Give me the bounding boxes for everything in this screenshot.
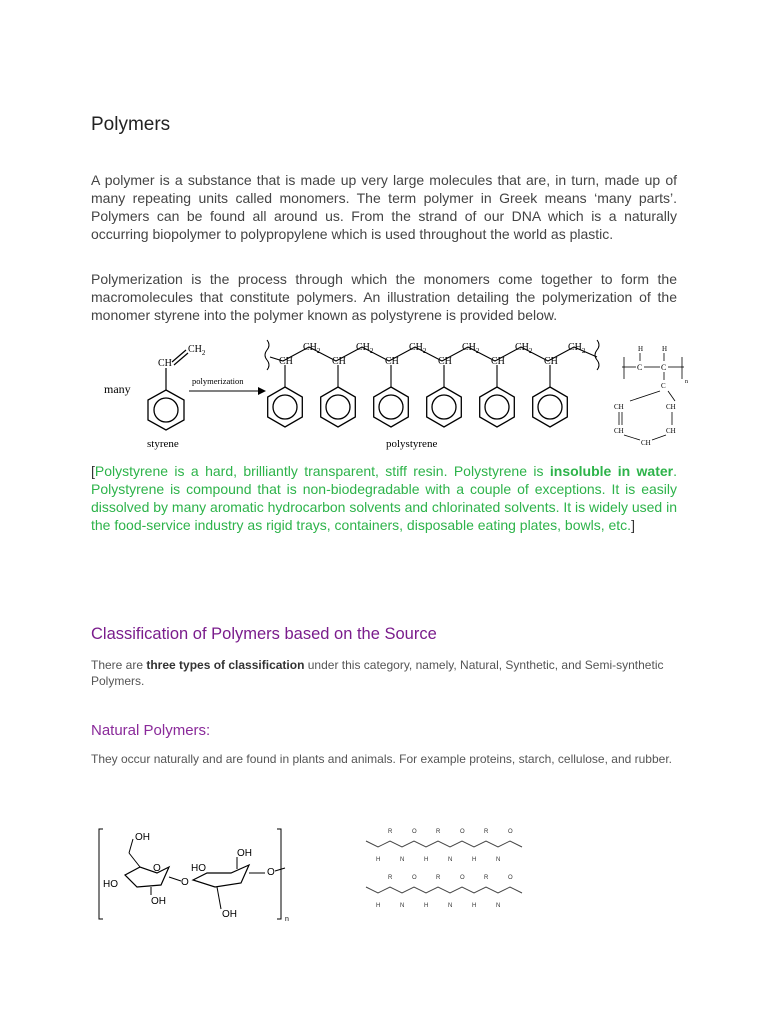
atom-label: H [424, 857, 429, 863]
classification-text: There are three types of classification under this category, namely, Natural, Synthetic, and Semi-synthetic Polymers. [91, 658, 664, 688]
svg-text:CH: CH [614, 427, 624, 435]
intro-paragraph: A polymer is a substance that is made up very large molecules that are, in turn, made up of many repeating units called monomers. The term polymer in Greek means ‘many parts’. Polymers can be found all around us. From the strand of our DNA which is a naturally occurring biopolymer to polypropylene which is used throughout the world as plastic. [91, 172, 677, 242]
svg-text:H: H [638, 345, 644, 353]
atom-label: R [484, 875, 489, 881]
atom-label: H [472, 857, 477, 863]
svg-text:n: n [285, 916, 289, 923]
svg-text:HO: HO [103, 879, 118, 890]
svg-text:CH: CH [666, 427, 676, 435]
svg-text:HO: HO [191, 863, 206, 874]
polymerization-diagram [100, 335, 700, 455]
repeat-unit [614, 345, 688, 447]
atom-label: R [436, 875, 441, 881]
svg-text:OH: OH [222, 909, 237, 920]
atom-label: N [400, 903, 405, 909]
page-title: Polymers [91, 114, 171, 135]
svg-text:CH: CH [614, 403, 624, 411]
atom-label: N [496, 903, 501, 909]
svg-text:O: O [267, 867, 275, 878]
peptide-backbone [366, 887, 522, 893]
svg-text:C: C [661, 363, 667, 372]
atom-label: N [496, 857, 501, 863]
atom-label: O [460, 875, 465, 881]
svg-text:O: O [153, 863, 161, 874]
ch2-label: $CH_2$ [568, 342, 586, 355]
cellulose-structure [95, 825, 295, 925]
polystyrene-chain [265, 340, 599, 427]
ch2-label: $CH_2$ [356, 342, 374, 355]
ch-label: CH [332, 356, 346, 367]
atom-label: O [508, 829, 513, 835]
natural-polymers-text: They occur naturally and are found in plants and animals. For example proteins, starch, cellulose, and rubber. [91, 752, 672, 766]
svg-text:OH: OH [237, 848, 252, 859]
atom-label: N [448, 903, 453, 909]
protein-structure [358, 817, 538, 912]
atom-label: O [508, 875, 513, 881]
ch2-label: $CH_2$ [462, 342, 480, 355]
atom-label: H [472, 903, 477, 909]
svg-text:CH: CH [666, 403, 676, 411]
many-label: many [104, 382, 131, 396]
polystyrene-label: polystyrene [386, 438, 438, 450]
polymerization-arrow-label: polymerization [192, 376, 244, 386]
ch2-label: $CH_2$ [303, 342, 321, 355]
styrene-molecule [148, 344, 206, 430]
atom-label: H [424, 903, 429, 909]
ch2-label: $CH_2$ [515, 342, 533, 355]
atom-label: H [376, 857, 381, 863]
atom-label: R [388, 875, 393, 881]
svg-text:CH2: $CH_2$ [188, 344, 206, 357]
classification-heading: Classification of Polymers based on the Source [91, 625, 437, 643]
ch-label: CH [279, 356, 293, 367]
atom-label: O [412, 829, 417, 835]
atom-label: O [412, 875, 417, 881]
polymerization-paragraph: Polymerization is the process through which the monomers come together to form the macromolecules that constitute polymers. An illustration detailing the polymerization of the monomer styrene into the polymer known as polystyrene is provided below. [91, 271, 677, 323]
ch-label: CH [491, 356, 505, 367]
svg-text:CH: CH [641, 439, 651, 447]
atom-label: O [460, 829, 465, 835]
svg-text:n: n [685, 379, 688, 385]
atom-label: H [376, 903, 381, 909]
svg-text:C: C [661, 382, 666, 390]
natural-polymers-heading: Natural Polymers: [91, 722, 211, 739]
atom-label: N [448, 857, 453, 863]
svg-text:O: O [181, 877, 189, 888]
ch-label: CH [544, 356, 558, 367]
svg-text:C: C [637, 363, 643, 372]
svg-text:OH: OH [135, 832, 150, 843]
svg-text:H: H [662, 345, 668, 353]
ch2-label: $CH_2$ [409, 342, 427, 355]
atom-label: R [436, 829, 441, 835]
atom-label: R [484, 829, 489, 835]
atom-label: N [400, 857, 405, 863]
peptide-backbone [366, 841, 522, 847]
ch-label: CH [385, 356, 399, 367]
polystyrene-note: [Polystyrene is a hard, brilliantly transparent, stiff resin. Polystyrene is insoluble in water. Polystyrene is compound that is non-biodegradable with a couple of exceptions. It is easily dissolved by many aromatic hydrocarbon solvents and chlorinated solvents. It is widely used in the food-service industry as rigid trays, containers, disposable eating plates, bowls, etc.] [91, 463, 677, 533]
svg-text:CH: CH [158, 358, 172, 369]
atom-label: R [388, 829, 393, 835]
styrene-label: styrene [147, 438, 179, 450]
svg-text:OH: OH [151, 896, 166, 907]
ch-label: CH [438, 356, 452, 367]
